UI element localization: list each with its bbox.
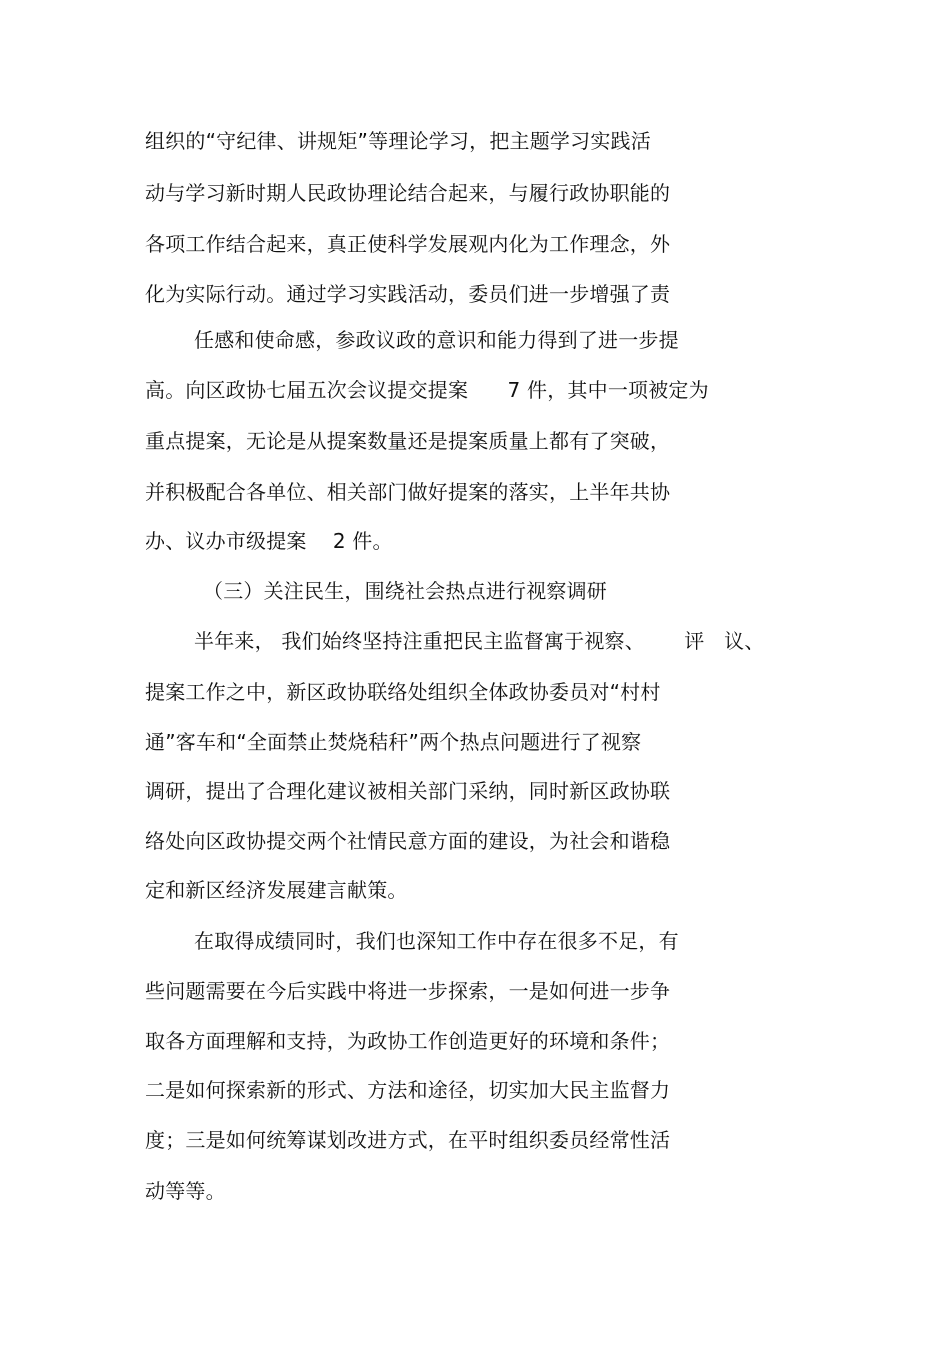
text-line: 半年来， 我们始终坚持注重把民主监督寓于视察、 评 议、 [194,629,765,653]
text-line: 定和新区经济发展建言献策。 [145,878,408,902]
text-line: 动与学习新时期人民政协理论结合起来，与履行政协职能的 [145,181,671,205]
text-line: 络处向区政协提交两个社情民意方面的建设，为社会和谐稳 [145,829,671,853]
text-line: 二是如何探索新的形式、方法和途径，切实加大民主监督力 [145,1078,671,1102]
text-line: 在取得成绩同时，我们也深知工作中存在很多不足，有 [194,929,679,953]
text-line: 化为实际行动。通过学习实践活动，委员们进一步增强了责 [145,282,671,306]
text-line: 办、议办市级提案 2 件。 [145,529,393,553]
text-line: 些问题需要在今后实践中将进一步探索，一是如何进一步争 [145,979,671,1003]
text-line: 度；三是如何统筹谋划改进方式，在平时组织委员经常性活 [145,1128,671,1152]
section-heading: （三）关注民生，围绕社会热点进行视察调研 [203,579,607,603]
text-line: 各项工作结合起来，真正使科学发展观内化为工作理念，外 [145,232,671,256]
text-line: 并积极配合各单位、相关部门做好提案的落实，上半年共协 [145,480,671,504]
text-line: 提案工作之中，新区政协联络处组织全体政协委员对“村村 [145,680,661,704]
text-line: 动等等。 [145,1179,226,1203]
text-line: 取各方面理解和支持，为政协工作创造更好的环境和条件； [145,1029,671,1053]
text-line: 通”客车和“全面禁止焚烧秸秆”两个热点问题进行了视察 [145,730,642,754]
text-line: 高。向区政协七届五次会议提交提案 7 件，其中一项被定为 [145,378,709,402]
text-line: 重点提案，无论是从提案数量还是提案质量上都有了突破， [145,429,671,453]
text-line: 任感和使命感，参政议政的意识和能力得到了进一步提 [194,328,679,352]
text-line: 组织的“守纪律、讲规矩”等理论学习，把主题学习实践活 [145,129,651,153]
text-line: 调研，提出了合理化建议被相关部门采纳，同时新区政协联 [145,779,671,803]
